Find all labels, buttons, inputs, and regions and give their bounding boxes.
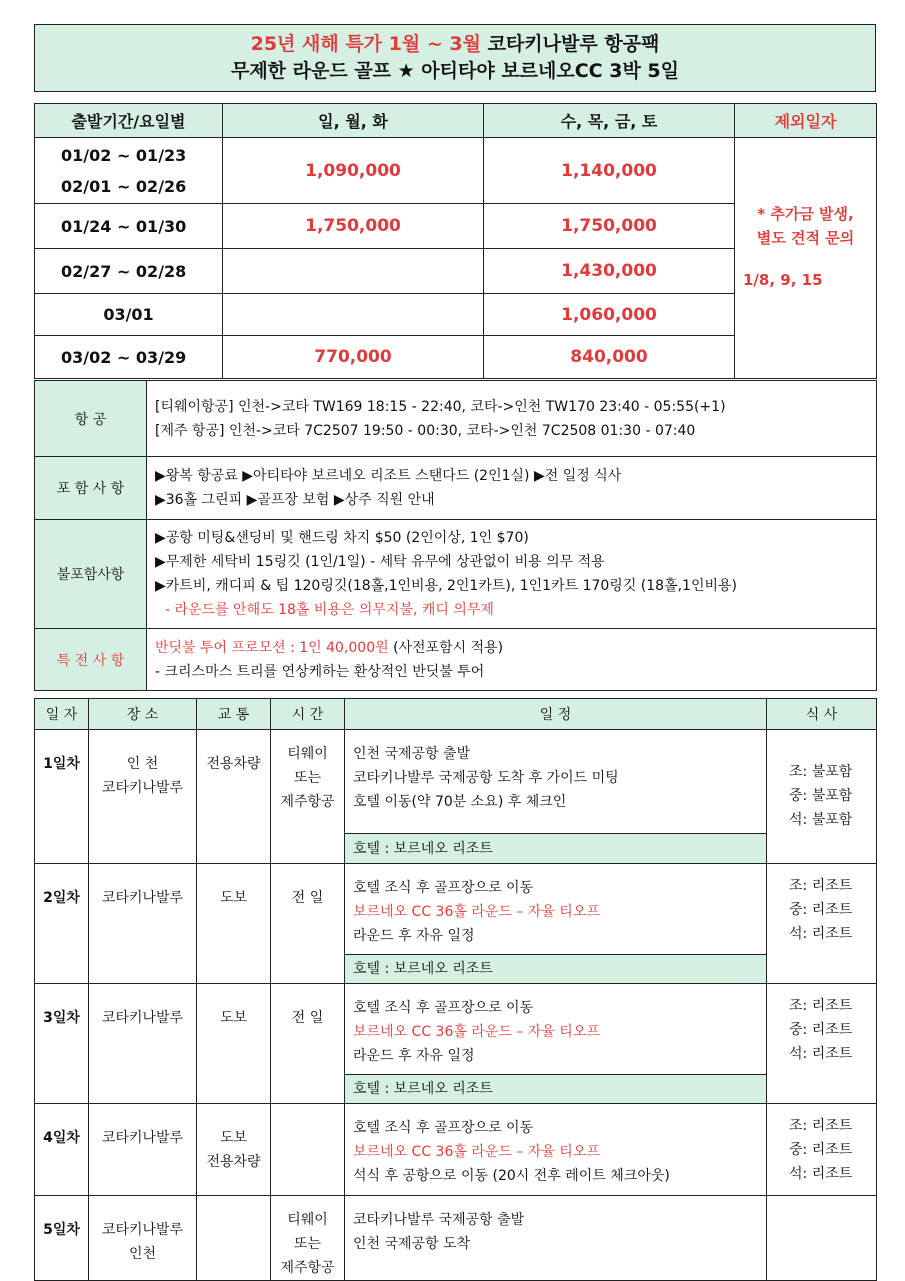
title-line-1 — [35, 31, 875, 57]
place-cell — [89, 1104, 197, 1196]
transport-cell — [197, 730, 271, 864]
place-text: 인천 — [128, 1246, 157, 1262]
special-line: - 크리스마스 트리를 연상케하는 환상적인 반딧불 투어 — [155, 663, 485, 680]
exclude-label: 불포함사항 — [35, 520, 147, 629]
plan-line: 코타키나발루 국제공항 도착 후 가이드 미팅 — [353, 770, 619, 786]
time-text: 전 일 — [291, 1010, 324, 1026]
schedule-row — [35, 1196, 877, 1281]
place-text: 코타키나발루 — [101, 1010, 184, 1026]
place-cell — [89, 864, 197, 984]
plan-line: 보르네오 CC 36홀 라운드 – 자율 티오프 — [353, 1024, 600, 1040]
price-wed-sat: 1,060,000 — [484, 294, 735, 336]
transport-text: 도보 — [219, 1130, 248, 1146]
title-promo: 25년 새해 특가 1월 ~ 3월 — [250, 33, 481, 55]
time-text: 전 일 — [291, 890, 324, 906]
header-plan: 일 정 — [345, 699, 767, 730]
exclude-line: ▶공항 미팅&샌딩비 및 핸드링 차지 $50 (2인이상, 1인 $70) — [155, 530, 529, 546]
header-place: 장 소 — [89, 699, 197, 730]
price-wed-sat: 1,750,000 — [484, 204, 735, 249]
meal-text: 중: 불포함 — [789, 788, 853, 804]
schedule-table — [34, 698, 877, 1281]
schedule-body — [35, 730, 877, 1281]
period-text: 01/02 ~ 01/23 — [61, 145, 187, 165]
special-promo: 반딧불 투어 프로모션 : 1인 40,000원 — [155, 639, 389, 656]
header-period: 출발기간/요일별 — [35, 104, 223, 138]
air-line: [티웨이항공] 인천->코타 TW169 18:15 - 22:40, 코타->인천 TW170 23:40 - 05:55(+1) — [155, 398, 726, 415]
exclude-line: ▶무제한 세탁비 15링깃 (1인/1일) - 세탁 유무에 상관없이 비용 의무 적용 — [155, 554, 605, 570]
transport-cell — [197, 1104, 271, 1196]
meals-cell — [767, 984, 877, 1104]
include-line: ▶36홀 그린피 ▶골프장 보험 ▶상주 직원 안내 — [155, 492, 435, 508]
meal-text: 석: 리조트 — [789, 1166, 853, 1182]
air-content — [147, 381, 877, 457]
meals-cell — [767, 1104, 877, 1196]
time-cell — [271, 1104, 345, 1196]
exclusion-cell — [735, 138, 877, 379]
hotel-cell: 호텔 : 보르네오 리조트 — [345, 834, 767, 864]
price-table — [34, 103, 877, 379]
plan-cell — [345, 864, 767, 955]
exclusion-note: * 추가금 발생, — [757, 205, 854, 223]
include-content — [147, 457, 877, 520]
meal-text: 석: 리조트 — [789, 926, 853, 942]
header-time: 시 간 — [271, 699, 345, 730]
meals-cell — [767, 730, 877, 864]
plan-line: 인천 국제공항 도착 — [353, 1236, 471, 1252]
plan-line: 호텔 조식 후 골프장으로 이동 — [353, 880, 534, 896]
title-line-2: 무제한 라운드 골프 ★ 아티타야 보르네오CC 3박 5일 — [230, 60, 680, 82]
transport-text: 도보 — [219, 1010, 248, 1026]
time-text: 제주항공 — [280, 794, 335, 810]
plan-line: 보르네오 CC 36홀 라운드 – 자율 티오프 — [353, 1144, 600, 1160]
meal-text: 조: 리조트 — [789, 878, 853, 894]
day-cell: 1일차 — [35, 730, 89, 864]
special-content — [147, 629, 877, 691]
air-label: 항 공 — [35, 381, 147, 457]
meal-text: 중: 리조트 — [789, 1022, 853, 1038]
plan-cell — [345, 1104, 767, 1196]
plan-line: 보르네오 CC 36홀 라운드 – 자율 티오프 — [353, 904, 600, 920]
header-excluded: 제외일자 — [735, 104, 877, 138]
meal-text: 중: 리조트 — [789, 1142, 853, 1158]
plan-cell — [345, 730, 767, 834]
meal-text: 조: 불포함 — [789, 764, 853, 780]
header-transport: 교 통 — [197, 699, 271, 730]
plan-line: 호텔 조식 후 골프장으로 이동 — [353, 1000, 534, 1016]
place-cell — [89, 730, 197, 864]
transport-text: 전용차량 — [206, 756, 261, 772]
transport-text: 도보 — [219, 890, 248, 906]
special-suffix: (사전포함시 적용) — [388, 639, 504, 656]
transport-cell — [197, 864, 271, 984]
include-label: 포 함 사 항 — [35, 457, 147, 520]
transport-cell — [197, 1196, 271, 1281]
place-text: 코타키나발루 — [101, 1130, 184, 1146]
header-wed-sat: 수, 목, 금, 토 — [484, 104, 735, 138]
title-box — [34, 24, 876, 92]
schedule-row — [35, 864, 877, 955]
meal-text: 조: 리조트 — [789, 998, 853, 1014]
period-cell — [35, 138, 223, 204]
place-cell — [89, 984, 197, 1104]
time-text: 제주항공 — [280, 1260, 335, 1276]
include-line: ▶왕복 항공료 ▶아티타야 보르네오 리조트 스탠다드 (2인1실) ▶전 일정 식사 — [155, 468, 622, 484]
time-cell — [271, 730, 345, 864]
header-meals: 식 사 — [767, 699, 877, 730]
price-sun-tue: 770,000 — [223, 336, 484, 379]
plan-line: 인천 국제공항 출발 — [353, 746, 471, 762]
plan-cell — [345, 984, 767, 1075]
period-text: 02/01 ~ 02/26 — [61, 176, 187, 196]
meals-cell — [767, 1196, 877, 1281]
plan-line: 석식 후 공항으로 이동 (20시 전후 레이트 체크아웃) — [353, 1168, 670, 1184]
time-cell — [271, 1196, 345, 1281]
hotel-cell: 호텔 : 보르네오 리조트 — [345, 955, 767, 984]
plan-line: 라운드 후 자유 일정 — [353, 1048, 475, 1064]
schedule-row — [35, 984, 877, 1075]
time-text: 또는 — [293, 1236, 322, 1252]
day-cell: 2일차 — [35, 864, 89, 984]
meal-text: 중: 리조트 — [789, 902, 853, 918]
schedule-row — [35, 730, 877, 834]
hotel-cell: 호텔 : 보르네오 리조트 — [345, 1075, 767, 1104]
air-line: [제주 항공] 인천->코타 7C2507 19:50 - 00:30, 코타->인천 7C2508 01:30 - 07:40 — [155, 422, 696, 439]
place-cell — [89, 1196, 197, 1281]
plan-cell — [345, 1196, 767, 1281]
schedule-row — [35, 1104, 877, 1196]
plan-line: 코타키나발루 국제공항 출발 — [353, 1212, 525, 1228]
special-line — [155, 636, 868, 660]
meal-text: 석: 불포함 — [789, 812, 853, 828]
period-cell: 03/01 — [35, 294, 223, 336]
price-sun-tue — [223, 294, 484, 336]
place-text: 인 천 — [126, 756, 159, 772]
period-cell: 02/27 ~ 02/28 — [35, 249, 223, 294]
period-cell: 01/24 ~ 01/30 — [35, 204, 223, 249]
day-cell: 5일차 — [35, 1196, 89, 1281]
price-wed-sat: 1,430,000 — [484, 249, 735, 294]
time-cell — [271, 984, 345, 1104]
meals-cell — [767, 864, 877, 984]
special-label: 특 전 사 항 — [35, 629, 147, 691]
day-cell: 3일차 — [35, 984, 89, 1104]
price-sun-tue: 1,090,000 — [223, 138, 484, 204]
exclusion-note: 별도 견적 문의 — [756, 229, 855, 247]
time-cell — [271, 864, 345, 984]
transport-cell — [197, 984, 271, 1104]
place-text: 코타키나발루 — [101, 780, 184, 796]
exclude-red-note: - 라운드를 안해도 18홀 비용은 의무지불, 캐디 의무제 — [165, 602, 494, 618]
plan-line: 라운드 후 자유 일정 — [353, 928, 475, 944]
period-cell: 03/02 ~ 03/29 — [35, 336, 223, 379]
plan-line: 호텔 이동(약 70분 소요) 후 체크인 — [353, 794, 567, 810]
meal-text: 석: 리조트 — [789, 1046, 853, 1062]
title-product: 코타키나발루 항공팩 — [487, 33, 660, 55]
price-wed-sat: 840,000 — [484, 336, 735, 379]
header-day: 일 자 — [35, 699, 89, 730]
place-text: 코타키나발루 — [101, 1222, 184, 1238]
meal-text: 조: 리조트 — [789, 1118, 853, 1134]
time-text: 티웨이 — [287, 1212, 328, 1228]
exclude-content — [147, 520, 877, 629]
transport-text: 전용차량 — [206, 1154, 261, 1170]
header-sun-tue: 일, 월, 화 — [223, 104, 484, 138]
time-text: 또는 — [293, 770, 322, 786]
price-sun-tue: 1,750,000 — [223, 204, 484, 249]
price-sun-tue — [223, 249, 484, 294]
place-text: 코타키나발루 — [101, 890, 184, 906]
price-wed-sat: 1,140,000 — [484, 138, 735, 204]
time-text: 티웨이 — [287, 746, 328, 762]
day-cell: 4일차 — [35, 1104, 89, 1196]
exclusion-dates: 1/8, 9, 15 — [743, 271, 823, 289]
info-table — [34, 380, 877, 691]
plan-line: 호텔 조식 후 골프장으로 이동 — [353, 1120, 534, 1136]
exclude-line: ▶카트비, 캐디피 & 팁 120링깃(18홀,1인비용, 2인1카트), 1인1카트 170링깃 (18홀,1인비용) — [155, 578, 737, 594]
